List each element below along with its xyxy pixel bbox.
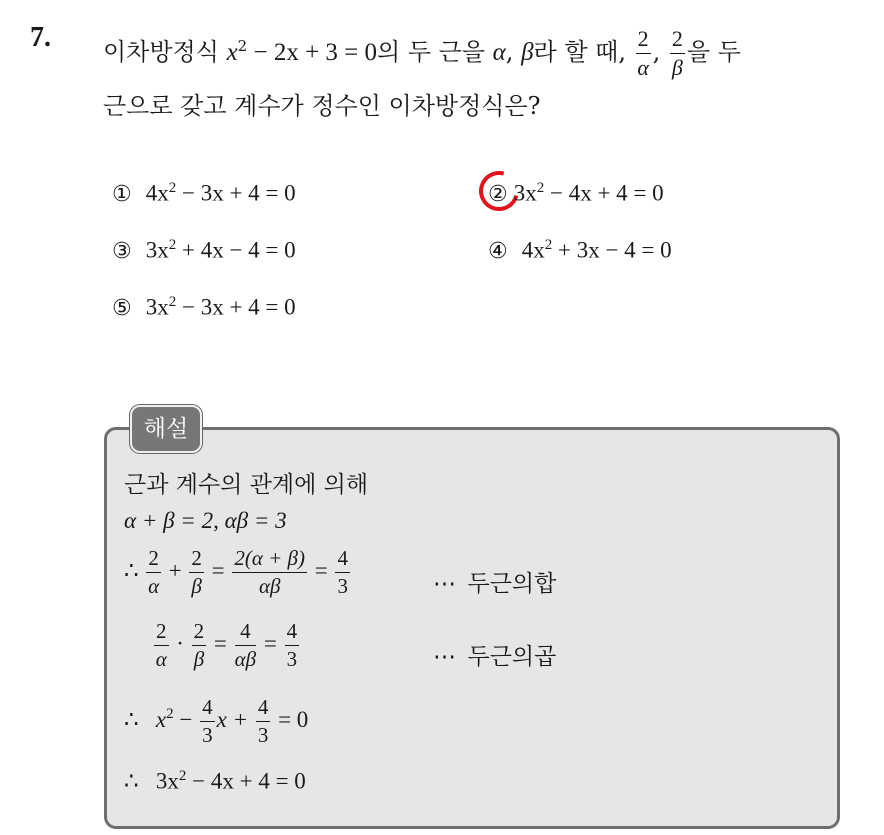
ellipsis: ⋯ (433, 644, 456, 669)
fraction-2-alpha: $\frac{2}{\alpha}$ (155, 619, 167, 671)
choice-rest: + 4x − 4 = 0 (176, 237, 296, 263)
choice-rest: − 3x + 4 = 0 (176, 294, 296, 320)
sum-label: 두근의합 (467, 571, 557, 597)
fraction-4-3: $\frac{4}{3}$ (257, 695, 269, 747)
solution-line-sum: ∴ $\frac{2}{\alpha}$ + $\frac{2}{\beta}$ = $\frac{2(\alpha + \beta)}{\alpha\beta}$ = $\frac{4}{3}$ (124, 546, 348, 598)
fraction-2-alpha: $\frac{2}{\alpha}$ (637, 26, 649, 80)
question-suffix: 을 두 (686, 38, 741, 66)
question-line-2: 근으로 갖고 계수가 정수인 이차방정식은? (103, 92, 541, 120)
fraction-2-alpha: $\frac{2}{\alpha}$ (148, 546, 160, 598)
fraction-2-beta: $\frac{2}{\beta}$ (191, 546, 202, 598)
choice-rest: + 3x − 4 = 0 (552, 237, 672, 263)
fraction-4-3: $\frac{4}{3}$ (337, 546, 348, 598)
therefore-symbol: ∴ (124, 557, 139, 583)
solution-line-1 (124, 466, 368, 499)
solution-intro: 근과 계수의 관계에 의해 (124, 472, 369, 498)
eq-rest: − 2x + 3 = 0 (247, 39, 378, 66)
choice-exp: 2 (168, 237, 177, 253)
choice-exp: 2 (168, 180, 177, 196)
fraction-2-beta: $\frac{2}{\beta}$ (671, 26, 683, 80)
choice-term: 3x (145, 294, 169, 320)
x-plus: x + (216, 706, 254, 732)
fraction-4-3: $\frac{4}{3}$ (202, 695, 213, 747)
fraction-sum: $\frac{2(\alpha + \beta)}{\alpha\beta}$ (234, 546, 305, 598)
choice-3[interactable] (112, 237, 296, 264)
choice-marker: ③ (112, 238, 132, 264)
choice-exp: 2 (544, 237, 553, 253)
choice-marker: ④ (488, 238, 508, 264)
choice-exp: 2 (536, 180, 545, 196)
solution-line-product: $\frac{2}{\alpha}$ · $\frac{2}{\beta}$ = $\frac{4}{\alpha\beta}$ = $\frac{4}{3}$ (155, 619, 298, 671)
equals-zero: = 0 (272, 706, 309, 732)
choice-rest: − 4x + 4 = 0 (544, 180, 664, 206)
choice-term: 4x (521, 237, 545, 263)
solution-line-2: α + β = 2, αβ = 3 (124, 508, 287, 533)
choice-term: 3x (145, 237, 169, 263)
choice-2[interactable] (488, 180, 664, 207)
x-term: x (155, 706, 167, 732)
sum-annotation (433, 565, 556, 598)
choice-marker: ① (112, 181, 132, 207)
question-ra: 라 할 때, (533, 38, 626, 66)
ellipsis: ⋯ (433, 571, 456, 596)
beta-symbol: β (521, 39, 534, 66)
choice-marker: ⑤ (112, 295, 132, 321)
question-middle: 의 두 근을 (377, 38, 486, 66)
therefore-symbol: ∴ (124, 706, 139, 732)
product-annotation (433, 638, 556, 671)
solution-line-final (124, 768, 306, 795)
fraction-4-3: $\frac{4}{3}$ (286, 619, 298, 671)
choice-5[interactable] (112, 294, 296, 321)
question-prefix: 이차방정식 (103, 38, 219, 66)
question-line-1: 이차방정식 $x^2 - 2x + 3 = 0$의 두 근을 α, β라 할 때, $\frac{2}{\alpha}$ , $\frac{2}{\beta}$ 을 두 (103, 26, 741, 80)
choice-marker: ② (488, 181, 508, 207)
exp: 2 (166, 706, 174, 723)
minus: − (173, 706, 199, 732)
final-rest: − 4x + 4 = 0 (186, 768, 306, 794)
therefore-symbol: ∴ (124, 768, 139, 794)
fraction-2-beta: $\frac{2}{\beta}$ (193, 619, 205, 671)
choice-4[interactable] (488, 237, 672, 264)
eq-x: x (226, 39, 238, 66)
solution-badge: 해설 (130, 405, 202, 453)
question-number: 7. (30, 22, 51, 53)
final-term: 3x (155, 768, 179, 794)
solution-line-equation (124, 697, 308, 746)
final-exp: 2 (178, 768, 187, 784)
choice-1[interactable] (112, 180, 296, 207)
alpha-symbol: α (492, 39, 506, 66)
choice-exp: 2 (168, 294, 177, 310)
eq-exp: 2 (237, 37, 248, 55)
choice-rest: − 3x + 4 = 0 (176, 180, 296, 206)
product-label: 두근의곱 (467, 644, 557, 670)
choice-term: 4x (145, 180, 169, 206)
choice-term: 3x (513, 180, 537, 206)
fraction-4-alphabeta: $\frac{4}{\alpha\beta}$ (234, 619, 257, 671)
